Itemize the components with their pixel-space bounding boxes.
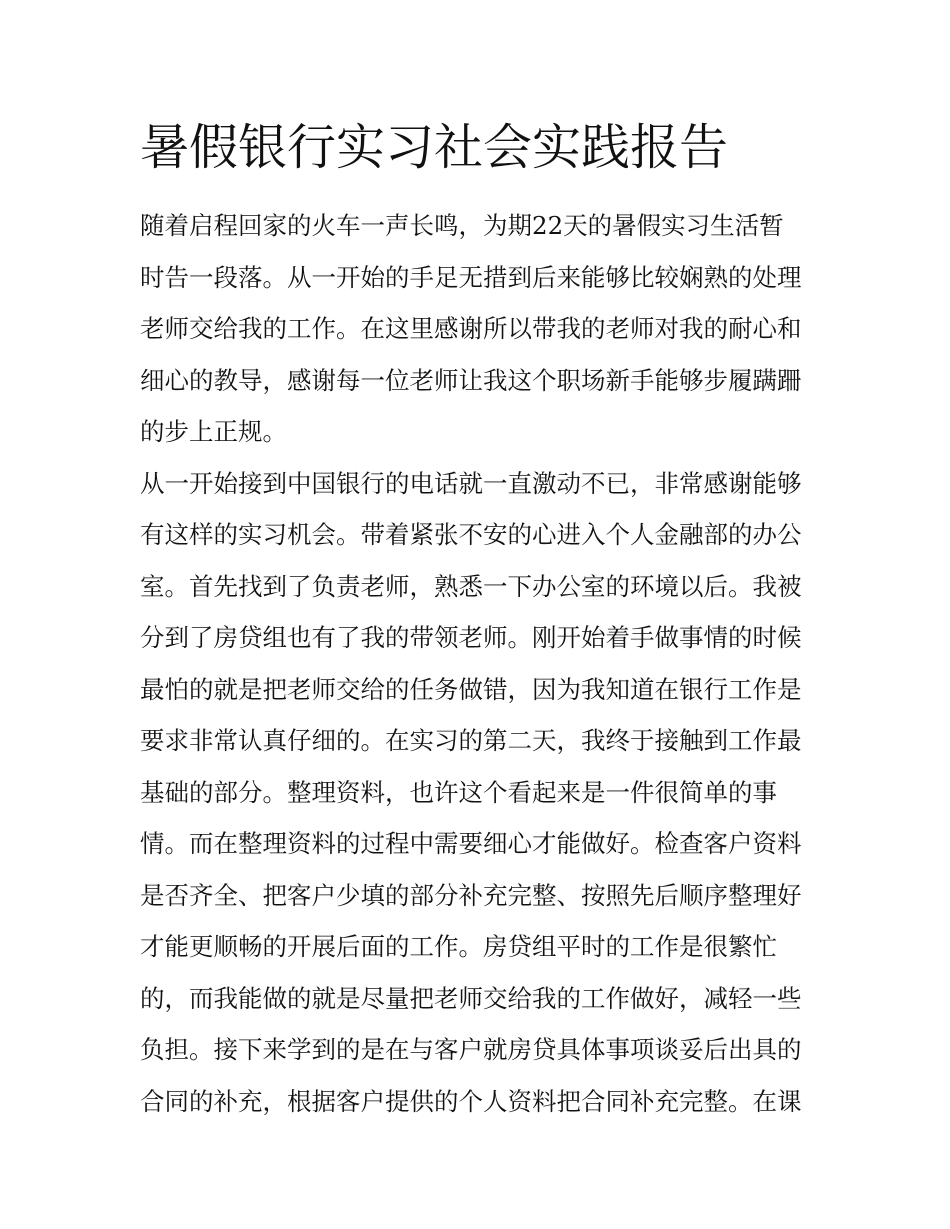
body-line: 最怕的就是把老师交给的任务做错，因为我知道在银行工作是 (140, 674, 802, 704)
body-line: 才能更顺畅的开展后面的工作。房贷组平时的工作是很繁忙 (140, 932, 777, 961)
body-line: 室。首先找到了负责老师，熟悉一下办公室的环境以后。我被 (140, 571, 802, 601)
document-body (140, 200, 820, 1127)
body-line: 基础的部分。整理资料，也许这个看起来是一件很简单的事 (140, 777, 777, 807)
body-line: 从一开始接到中国银行的电话就一直激动不已，非常感谢能够 (140, 468, 802, 498)
body-line: 合同的补充，根据客户提供的个人资料把合同补充完整。在课 (140, 1086, 802, 1116)
body-line: 分到了房贷组也有了我的带领老师。刚开始着手做事情的时候 (140, 623, 802, 652)
body-line: 是否齐全、把客户少填的部分补充完整、按照先后顺序整理好 (140, 880, 802, 910)
body-line: 要求非常认真仔细的。在实习的第二天，我终于接触到工作最 (140, 726, 802, 755)
body-line: 的，而我能做的就是尽量把老师交给我的工作做好，减轻一些 (140, 983, 802, 1013)
body-line: 情。而在整理资料的过程中需要细心才能做好。检查客户资料 (140, 829, 802, 858)
body-line: 有这样的实习机会。带着紧张不安的心进入个人金融部的办公 (140, 520, 802, 549)
body-line: 老师交给我的工作。在这里感谢所以带我的老师对我的耐心和 (140, 314, 802, 343)
body-line: 负担。接下来学到的是在与客户就房贷具体事项谈妥后出具的 (140, 1035, 802, 1064)
body-line: 随着启程回家的火车一声长鸣，为期22天的暑假实习生活暂 (140, 211, 784, 240)
body-line: 时告一段落。从一开始的手足无措到后来能够比较娴熟的处理 (140, 262, 802, 292)
body-line: 细心的教导，感谢每一位老师让我这个职场新手能够步履蹒跚 (140, 365, 802, 395)
body-line: 的步上正规。 (140, 417, 287, 446)
document-title: 暑假银行实习社会实践报告 (140, 119, 729, 176)
